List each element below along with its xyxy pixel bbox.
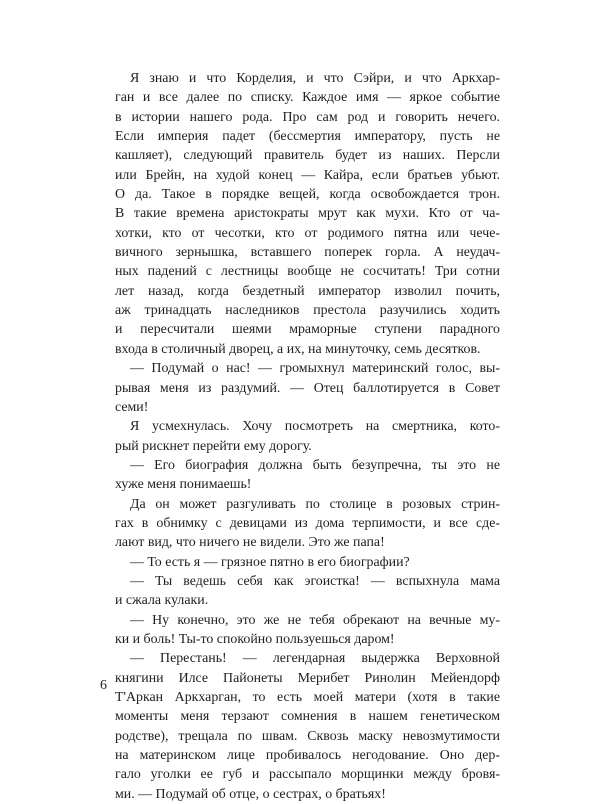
text-line: хуже меня понимаешь! [115,477,252,493]
text-line: — Подумай о нас! — громыхнул материнский голос, вы- [130,361,500,377]
text-line: ган и все далее по списку. Каждое имя — яркое событие [115,90,500,106]
text-line: рый рискнет перейти ему дорогу. [115,438,312,454]
text-line: Я усмехнулась. Хочу посмотреть на смертника, кото- [130,419,500,435]
text-line: на материнском лице пробивалось негодование. Оно дер- [115,748,500,764]
text-line: — Ну конечно, это же не тебя обрекают на вечные му- [130,612,500,628]
text-line: — То есть я — грязное пятно в его биографии? [130,554,410,570]
text-line: — Его биография должна быть безупречна, ты это не [130,457,500,473]
body-text [115,69,500,804]
text-line: — Перестань! — легендарная выдержка Верховной [130,651,500,667]
page-number: 6 [100,678,107,693]
text-line: аж тринадцать наследников престола разучились ходить [115,303,500,319]
text-line: рывая меня из раздумий. — Отец баллотируется в Совет [115,380,500,396]
text-line: ки и боль! Ты-то спокойно пользуешься даром! [115,631,395,647]
text-line: в истории нашего рода. Про сам род и говорить нечего. [115,109,500,125]
text-line: ми. — Подумай об отце, о сестрах, о братьях! [115,786,386,802]
text-line: Если империя падет (бессмертия императору, пусть не [115,129,500,145]
text-line: моменты меня терзают сомнения в нашем генетическом [115,709,500,725]
text-line: входа в столичный дворец, а их, на минуточку, семь десятков. [115,341,481,357]
text-line: лет назад, когда бездетный император изволил почить, [115,283,500,299]
text-line: — Ты ведешь себя как эгоистка! — вспыхнула мама [130,573,500,589]
text-line: вичного зернышка, вставшего поперек горла. А неудач- [115,245,500,261]
text-line: Да он может разгуливать по столице в розовых стрин- [130,496,500,512]
text-line: семи! [115,399,149,415]
text-line: Я знаю и что Корделия, и что Сэйри, и что Аркхар- [130,71,500,86]
text-line: кашляет), следующий правитель будет из наших. Персли [115,148,500,164]
text-line: княгини Илсе Пайонеты Мерибет Ринолин Мейендорф [115,670,500,686]
text-line: родстве), трещала по швам. Сквозь маску невозмутимости [115,728,500,744]
text-line: гало уголки ее губ и рассыпало морщинки между бровя- [115,767,500,783]
text-line: ных падений с лестницы вообще не сосчитать! Три сотни [115,264,500,280]
text-line: гах в обнимку с девицами из дома терпимости, и все сде- [115,515,500,531]
text-line: и пересчитали шеями мраморные ступени парадного [115,322,500,338]
text-line: лают вид, что ничего не видели. Это же папа! [115,535,385,551]
text-line: хотки, кто от чесотки, кто от родимого пятна или чече- [115,225,500,241]
text-line: О да. Такое в порядке вещей, когда освобождается трон. [115,187,500,203]
text-line: В такие времена аристократы мрут как мухи. Кто от ча- [115,206,500,222]
text-line: и сжала кулаки. [115,593,209,609]
text-line: Т'Аркан Аркхарган, то есть моей матери (хотя в такие [115,690,500,705]
text-line: или Брейн, на худой конец — Кайра, если братьев убьют. [115,167,500,183]
